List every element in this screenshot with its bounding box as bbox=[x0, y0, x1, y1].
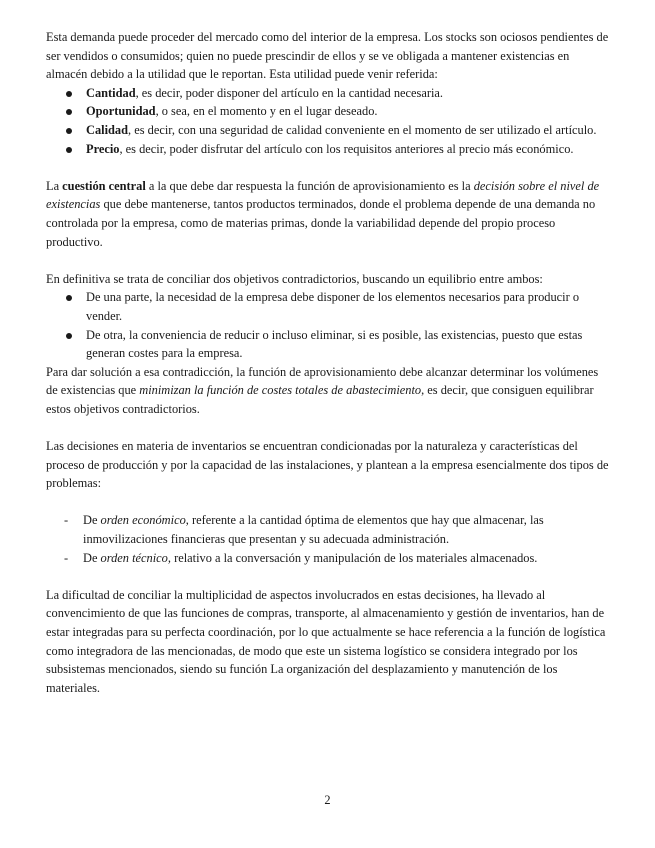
spacer bbox=[46, 158, 612, 177]
italic-run: orden económico bbox=[100, 513, 186, 528]
text-run: La bbox=[46, 178, 63, 193]
list-item bbox=[46, 326, 612, 363]
text-run: De bbox=[83, 550, 101, 565]
paragraph-cuestion-central bbox=[46, 177, 612, 251]
spacer bbox=[46, 493, 612, 512]
bullet-icon bbox=[66, 295, 72, 301]
spacer bbox=[46, 567, 612, 586]
paragraph-solucion bbox=[46, 363, 612, 419]
italic-run: orden técnico, bbox=[100, 550, 171, 565]
paragraph-objetivos: En definitiva se trata de conciliar dos objetivos contradictorios, buscando un equilibrio entre ambos: bbox=[46, 271, 543, 286]
dash-marker: - bbox=[64, 550, 69, 565]
utilidad-list bbox=[46, 84, 612, 158]
bold-run: cuestión central bbox=[62, 178, 146, 193]
list-item-text: De otra, la conveniencia de reducir o incluso eliminar, si es posible, las existencias, puesto que estas generan costes para la empresa. bbox=[86, 327, 583, 361]
paragraph-logistica: La dificultad de conciliar la multiplicidad de aspectos involucrados en estas decisiones, ha llevado al convencimiento de que las funciones de compras, transporte, al almacenamiento y gestión de inventarios, han de estar integradas para su perfecta coordinación, por lo que actualmente se hace referencia a la función de logística como integradora de las mencionadas, de modo que este un sistema logístico se considera integrado por los subsistemas mencionados, siendo su función La organización del desplazamiento y manutención de los materiales. bbox=[46, 587, 606, 695]
text-run: , referente a la cantidad óptima de elementos que hay que almacenar, las inmovilizaciones financieras que presentan y su adecuada administración. bbox=[83, 513, 544, 547]
problemas-list bbox=[46, 511, 612, 567]
list-item-text: , es decir, poder disponer del artículo en la cantidad necesaria. bbox=[135, 85, 444, 100]
text-run: que debe mantenerse, tantos productos terminados, donde el problema depende de una demanda no controlada por la empresa, como de materias primas, donde la variabilidad depende del propio proceso productivo. bbox=[46, 197, 596, 249]
page-text bbox=[46, 28, 612, 697]
list-item-text: , o sea, en el momento y en el lugar deseado. bbox=[155, 104, 378, 119]
text-run: , es decir, que consiguen equilibrar estos objetivos contradictorios. bbox=[46, 383, 594, 416]
list-item-term: Calidad bbox=[86, 122, 129, 137]
list-item bbox=[46, 511, 612, 548]
bullet-icon bbox=[66, 109, 72, 115]
paragraph-decisiones: Las decisiones en materia de inventarios se encuentran condicionadas por la naturaleza y características del proceso de producción y por la capacidad de las instalaciones, y plantean a la empresa esencialmente dos tipos de problemas: bbox=[46, 439, 609, 491]
bullet-icon bbox=[66, 147, 72, 153]
list-item bbox=[46, 121, 612, 140]
list-item-text: , es decir, poder disfrutar del artículo con los requisitos anteriores al precio más económico. bbox=[119, 141, 574, 156]
text-run: Para dar solución a esa contradicción, la función de aprovisionamiento debe alcanzar determinar los volúmenes de existencias que bbox=[46, 364, 599, 398]
paragraph-stocks: Esta demanda puede proceder del mercado como del interior de la empresa. Los stocks son ociosos pendientes de ser vendidos o consumidos; quien no puede prescindir de ellos y se ve obligada a mantener existencias en almacén debido a la utilidad que le reportan. Esta utilidad puede venir referida: bbox=[46, 30, 609, 82]
italic-run: minimizan la función de costes totales de abastecimiento bbox=[139, 383, 422, 398]
list-item bbox=[46, 140, 612, 159]
spacer bbox=[46, 418, 612, 437]
page-number: 2 bbox=[324, 793, 331, 807]
list-item bbox=[46, 102, 612, 121]
bullet-icon bbox=[66, 333, 72, 339]
list-item-term: Oportunidad bbox=[86, 104, 156, 119]
text-run: a la que debe dar respuesta la función de aprovisionamiento es la bbox=[145, 178, 474, 193]
bullet-icon bbox=[66, 91, 72, 97]
dash-marker: - bbox=[64, 513, 69, 528]
italic-run: decisión sobre el nivel de existencias bbox=[46, 178, 600, 212]
text-run: relativo a la conversación y manipulación de los materiales almacenados. bbox=[170, 550, 538, 565]
text-run: De bbox=[83, 513, 101, 528]
list-item-term: Cantidad bbox=[86, 85, 136, 100]
list-item bbox=[46, 84, 612, 103]
list-item bbox=[46, 288, 612, 325]
spacer bbox=[46, 251, 612, 270]
list-item-text: De una parte, la necesidad de la empresa debe disponer de los elementos necesarios para producir o vender. bbox=[86, 290, 580, 323]
list-item-text: , es decir, con una seguridad de calidad conveniente en el momento de ser utilizado el artículo. bbox=[128, 122, 597, 137]
objetivos-list bbox=[46, 288, 612, 362]
list-item bbox=[46, 549, 612, 568]
list-item-term: Precio bbox=[86, 141, 120, 156]
bullet-icon bbox=[66, 128, 72, 134]
